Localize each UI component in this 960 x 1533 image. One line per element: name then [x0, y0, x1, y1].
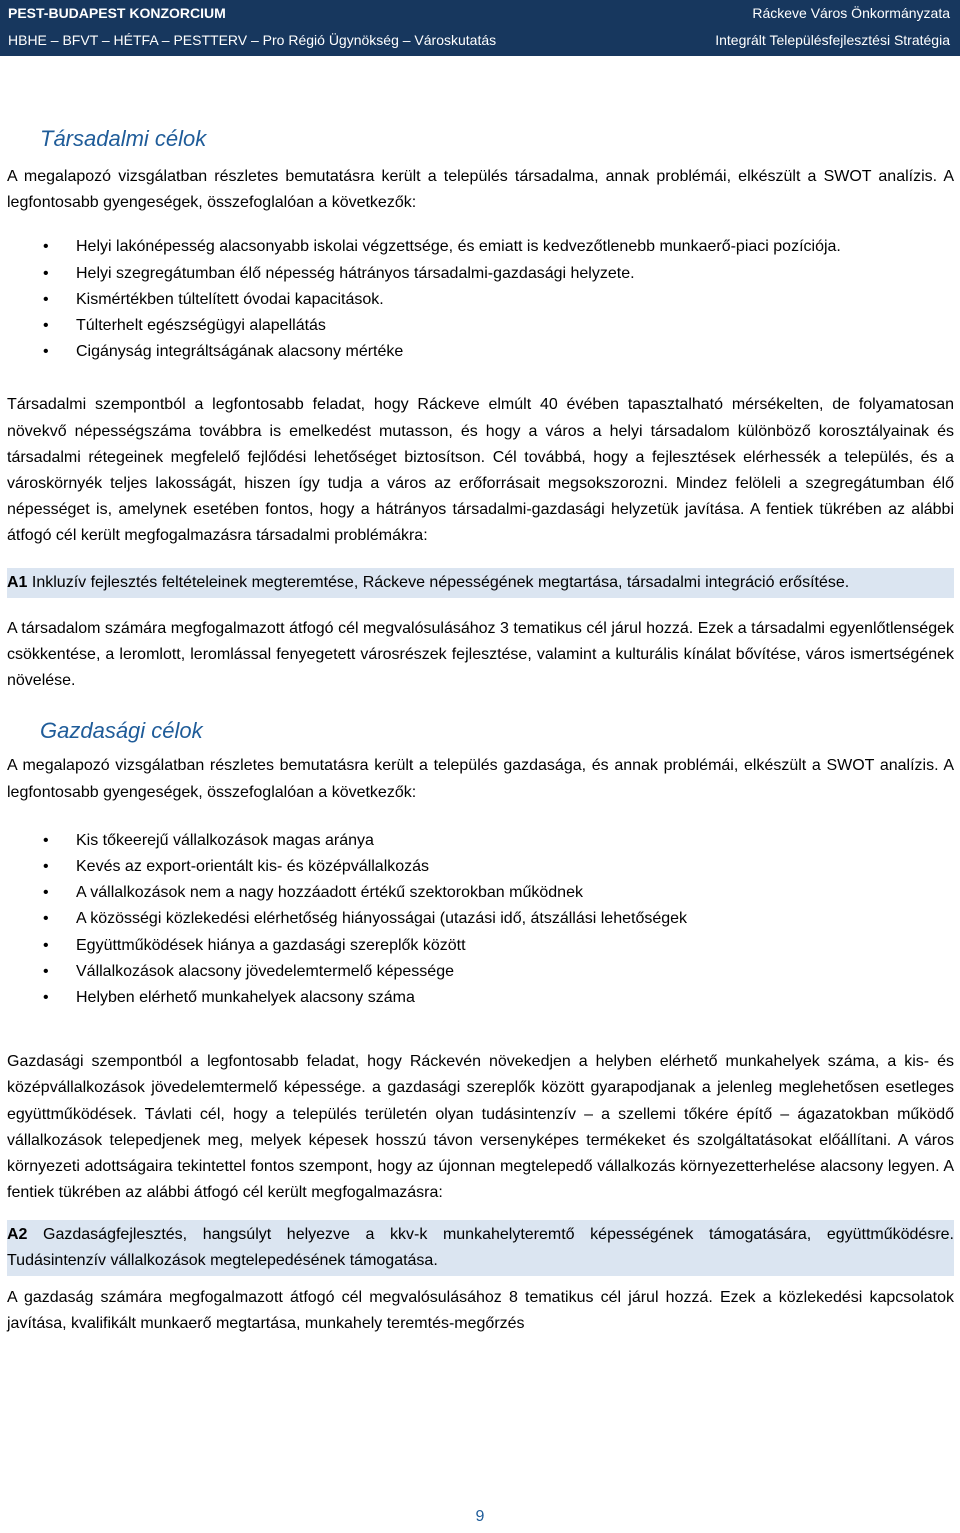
economic-weakness-list: [7, 828, 954, 1011]
page-header: [0, 0, 960, 56]
consortium-name: PEST-BUDAPEST KONZORCIUM: [8, 5, 226, 21]
page-number: 9: [475, 1508, 485, 1525]
document-body: [7, 120, 954, 1337]
list-item: • Helyben elérhető munkahelyek alacsony száma: [7, 985, 954, 1011]
goal-box-a1: [7, 568, 954, 598]
list-item: • Helyi szegregátumban élő népesség hátrányos társadalmi-gazdasági helyzete.: [7, 261, 954, 287]
partner-list: HBHE – BFVT – HÉTFA – PESTTERV – Pro Régió Ügynökség – Városkutatás: [8, 32, 497, 48]
document-title: Integrált Településfejlesztési Stratégia: [715, 32, 950, 48]
list-item: • A közösségi közlekedési elérhetőség hiányosságai (utazási idő, átszállási lehetőségek: [7, 906, 954, 932]
social-intro: A megalapozó vizsgálatban részletes bemutatásra került a település társadalma, annak problémái, elkészült a SWOT analízis. A legfontosabb gyengeségek, összefoglalóan a következők:: [7, 168, 954, 212]
social-after-paragraph: A társadalom számára megfogalmazott átfogó cél megvalósulásához 3 tematikus cél járul hozzá. Ezek a társadalmi egyenlőtlenségek csökkentése, a leromlott, leromlással fenyegetett városrészek fejlesztése, valamint a kulturális kínálat bővítése, város ismertségének növelése.: [7, 619, 954, 690]
goal-box-a2: [7, 1220, 954, 1276]
list-item: • Kismértékben túltelített óvodai kapacitások.: [7, 287, 954, 313]
list-item: • Kevés az export-orientált kis- és középvállalkozás: [7, 854, 954, 880]
heading-social-goals: Társadalmi célok: [40, 126, 207, 151]
list-item: • Túlterhelt egészségügyi alapellátás: [7, 313, 954, 339]
economic-task-paragraph: Gazdasági szempontból a legfontosabb feladat, hogy Ráckevén növekedjen a helyben elérhető munkahelyek száma, a kis- és középvállalkozások jövedelemtermelő képessége. a gazdasági szereplők között gyarapodjanak a jelenleg meglehetősen esetleges együttműködések. Távlati cél, hogy a település területén olyan tudásintenzív – a szellemi tőkére építő – ágazatokban működő vállalkozások telepedjenek meg, melyek képesek hosszú távon versenyképes termékeket és szolgáltatásokat előállítani. A város környezeti adottságaira tekintettel fontos szempont, hogy az újonnan megtelepedő vállalkozás környezetterhelése alacsony legyen. A fentiek tükrében az alábbi átfogó cél került megfogalmazásra:: [7, 1053, 954, 1202]
social-weakness-list: [7, 234, 954, 365]
client-name: Ráckeve Város Önkormányzata: [752, 5, 950, 21]
economic-after-paragraph: A gazdaság számára megfogalmazott átfogó cél megvalósulásához 8 tematikus cél járul hozzá. Ezek a közlekedési kapcsolatok javítása, kvalifikált munkaerő megtartása, munkahely teremtés-megőrzés: [7, 1288, 954, 1333]
heading-economic-goals: Gazdasági célok: [40, 718, 203, 744]
list-item: • Vállalkozások alacsony jövedelemtermelő képessége: [7, 959, 954, 985]
goal-text: Gazdaságfejlesztés, hangsúlyt helyezve a kkv-k munkahelyteremtő képességének támogatására, együttműködésre. Tudásintenzív vállalkozások megtelepedésének támogatása.: [7, 1225, 954, 1269]
list-item: • Helyi lakónépesség alacsonyabb iskolai végzettsége, és emiatt is kedvezőtlenebb munkaerő-piaci pozíciója.: [7, 234, 954, 260]
goal-code: A2: [7, 1225, 28, 1243]
social-task-paragraph: Társadalmi szempontból a legfontosabb feladat, hogy Ráckeve elmúlt 40 évében tapasztalható mérsékelten, de folyamatosan növekvő népességszáma továbbra is emelkedést mutasson, és hogy a város a helyi társadalom különböző korosztályainak és társadalmi rétegeinek megfelelő fejlődési lehetőséget biztosítson. Cél továbbá, hogy a fejlesztések elérhessék a település, és a városkörnyék teljes lakosságát, hiszen így tudja a város az erőforrásait megsokszorozni. Mindez felöleli a szegregátumban élő népességet is, amelynek esetében fontos, hogy a hátrányos társadalmi-gazdasági helyzetük javítása. A fentiek tükrében az alábbi átfogó cél került megfogalmazásra társadalmi problémákra:: [7, 396, 954, 545]
goal-text: Inkluzív fejlesztés feltételeinek megteremtése, Ráckeve népességének megtartása, társadalmi integráció erősítése.: [27, 573, 850, 591]
list-item: • Együttműködések hiánya a gazdasági szereplők között: [7, 933, 954, 959]
list-item: • Cigányság integráltságának alacsony mértéke: [7, 339, 954, 365]
list-item: • Kis tőkeerejű vállalkozások magas aránya: [7, 828, 954, 854]
goal-code: A1: [7, 573, 28, 591]
list-item: • A vállalkozások nem a nagy hozzáadott értékű szektorokban működnek: [7, 880, 954, 906]
economic-intro: A megalapozó vizsgálatban részletes bemutatásra került a település gazdasága, és annak problémái, elkészült a SWOT analízis. A legfontosabb gyengeségek, összefoglalóan a következők:: [7, 757, 954, 801]
